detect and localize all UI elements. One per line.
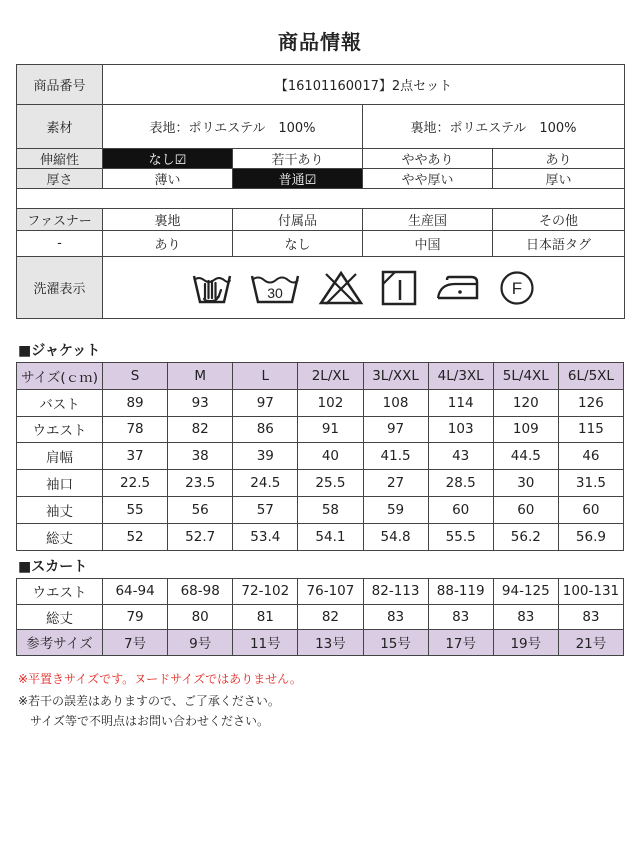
- wash-icons-cell: [103, 257, 625, 319]
- reference-size-cell: 19号: [493, 630, 558, 656]
- table-cell: 91: [298, 416, 363, 443]
- other-value: 日本語タグ: [493, 231, 625, 257]
- page-title: 商品情報: [278, 30, 362, 54]
- spacer-row: [17, 189, 625, 209]
- spacer-cell: [17, 189, 625, 209]
- table-cell: 60: [428, 496, 493, 523]
- other-header: その他: [493, 209, 625, 231]
- reference-size-cell: 17号: [428, 630, 493, 656]
- table-row: [17, 443, 624, 470]
- jacket-heading: ■ジャケット: [18, 343, 101, 359]
- skirt-rows: [17, 579, 624, 630]
- size-header: 6L/5XL: [558, 363, 623, 390]
- table-cell: 109: [493, 416, 558, 443]
- table-cell: 30: [493, 470, 558, 497]
- country-value: 中国: [363, 231, 493, 257]
- jacket-header-row: [17, 363, 624, 390]
- accessories-header: 付属品: [233, 209, 363, 231]
- table-cell: 52: [103, 523, 168, 550]
- table-row: [17, 579, 624, 605]
- table-cell: 56: [168, 496, 233, 523]
- table-cell: 114: [428, 389, 493, 416]
- table-cell: 28.5: [428, 470, 493, 497]
- table-cell: 54.1: [298, 523, 363, 550]
- hand-wash-icon: [192, 270, 232, 306]
- stretch-label: 伸縮性: [17, 149, 103, 169]
- table-cell: 59: [363, 496, 428, 523]
- table-row: [17, 523, 624, 550]
- lining-header: 裏地: [103, 209, 233, 231]
- product-number-row: [17, 65, 625, 105]
- table-cell: 76-107: [298, 579, 363, 605]
- material-outer: 表地：ポリエステル 100%: [103, 105, 363, 149]
- accessories-value: なし: [233, 231, 363, 257]
- table-cell: 103: [428, 416, 493, 443]
- iron-low-icon: [435, 272, 481, 304]
- table-cell: 38: [168, 443, 233, 470]
- row-label: 袖丈: [17, 496, 103, 523]
- table-cell: 43: [428, 443, 493, 470]
- table-cell: 115: [558, 416, 623, 443]
- table-cell: 41.5: [363, 443, 428, 470]
- stretch-option-yes: あり: [493, 149, 625, 169]
- table-cell: 79: [103, 604, 168, 630]
- table-cell: 100-131: [558, 579, 623, 605]
- material-label: 素材: [17, 105, 103, 149]
- fastener-value-row: [17, 231, 625, 257]
- table-row: [17, 416, 624, 443]
- table-cell: 82: [168, 416, 233, 443]
- table-cell: 80: [168, 604, 233, 630]
- note-tolerance: ※若干の誤差はありますので、ご了承ください。: [18, 694, 280, 708]
- row-label: 総丈: [17, 604, 103, 630]
- table-row: [17, 470, 624, 497]
- size-header: 3L/XXL: [363, 363, 428, 390]
- fastener-value: -: [17, 231, 103, 257]
- table-cell: 120: [493, 389, 558, 416]
- table-cell: 97: [363, 416, 428, 443]
- table-cell: 57: [233, 496, 298, 523]
- thickness-option-thick: 厚い: [493, 169, 625, 189]
- row-label: バスト: [17, 389, 103, 416]
- table-cell: 83: [558, 604, 623, 630]
- table-row: [17, 604, 624, 630]
- stretch-option-somewhat: ややあり: [363, 149, 493, 169]
- size-unit-label: サイズ(ｃｍ): [17, 363, 103, 390]
- note-contact: サイズ等で不明点はお問い合わせください。: [30, 714, 270, 728]
- row-label: 袖口: [17, 470, 103, 497]
- table-cell: 24.5: [233, 470, 298, 497]
- reference-size-cell: 9号: [168, 630, 233, 656]
- table-cell: 55.5: [428, 523, 493, 550]
- table-cell: 44.5: [493, 443, 558, 470]
- reference-size-row: [17, 630, 624, 656]
- wash-label: 洗濯表示: [17, 257, 103, 319]
- table-cell: 52.7: [168, 523, 233, 550]
- wash-row: [17, 257, 625, 319]
- table-cell: 108: [363, 389, 428, 416]
- table-cell: 56.9: [558, 523, 623, 550]
- table-cell: 82: [298, 604, 363, 630]
- reference-size-cell: 11号: [233, 630, 298, 656]
- product-info-table: [16, 64, 625, 319]
- material-lining: 裏地：ポリエステル 100%: [363, 105, 625, 149]
- skirt-heading: ■スカート: [18, 559, 88, 575]
- table-cell: 78: [103, 416, 168, 443]
- thickness-label: 厚さ: [17, 169, 103, 189]
- table-cell: 93: [168, 389, 233, 416]
- table-cell: 39: [233, 443, 298, 470]
- country-header: 生産国: [363, 209, 493, 231]
- thickness-option-normal: 普通☑: [233, 169, 363, 189]
- reference-size-cell: 21号: [558, 630, 623, 656]
- row-label: 総丈: [17, 523, 103, 550]
- stretch-option-none: なし☑: [103, 149, 233, 169]
- table-cell: 23.5: [168, 470, 233, 497]
- size-header: 2L/XL: [298, 363, 363, 390]
- wash-temp: 30: [266, 284, 283, 301]
- size-header: L: [233, 363, 298, 390]
- table-cell: 89: [103, 389, 168, 416]
- table-row: [17, 389, 624, 416]
- table-cell: 46: [558, 443, 623, 470]
- table-cell: 72-102: [233, 579, 298, 605]
- table-cell: 64-94: [103, 579, 168, 605]
- table-cell: 83: [493, 604, 558, 630]
- dry-clean-letter: F: [511, 278, 523, 298]
- table-cell: 60: [493, 496, 558, 523]
- table-cell: 37: [103, 443, 168, 470]
- table-cell: 54.8: [363, 523, 428, 550]
- table-cell: 94-125: [493, 579, 558, 605]
- fastener-header-row: [17, 209, 625, 231]
- row-label: 肩幅: [17, 443, 103, 470]
- thickness-option-somewhat-thick: やや厚い: [363, 169, 493, 189]
- reference-size-label: 参考サイズ: [17, 630, 103, 656]
- size-header: 5L/4XL: [493, 363, 558, 390]
- table-cell: 88-119: [428, 579, 493, 605]
- table-row: [17, 496, 624, 523]
- table-cell: 86: [233, 416, 298, 443]
- table-cell: 56.2: [493, 523, 558, 550]
- stretch-row: [17, 149, 625, 169]
- size-header: 4L/3XL: [428, 363, 493, 390]
- lining-value: あり: [103, 231, 233, 257]
- stretch-option-slight: 若干あり: [233, 149, 363, 169]
- table-cell: 83: [363, 604, 428, 630]
- no-bleach-icon: [318, 270, 364, 306]
- jacket-size-table: [16, 362, 624, 551]
- fastener-label: ファスナー: [17, 209, 103, 231]
- row-label: ウエスト: [17, 416, 103, 443]
- thickness-option-thin: 薄い: [103, 169, 233, 189]
- table-cell: 27: [363, 470, 428, 497]
- product-number-label: 商品番号: [17, 65, 103, 105]
- table-cell: 40: [298, 443, 363, 470]
- size-header: M: [168, 363, 233, 390]
- table-cell: 22.5: [103, 470, 168, 497]
- note-flat-measurement: ※平置きサイズです。ヌードサイズではありません。: [18, 672, 302, 686]
- size-header: S: [103, 363, 168, 390]
- wash-30-icon: [250, 270, 300, 306]
- dry-clean-f-icon: [499, 270, 535, 306]
- table-cell: 25.5: [298, 470, 363, 497]
- table-cell: 60: [558, 496, 623, 523]
- reference-size-cell: 15号: [363, 630, 428, 656]
- jacket-rows: [17, 389, 624, 550]
- table-cell: 83: [428, 604, 493, 630]
- line-dry-shade-icon: [381, 270, 417, 306]
- table-cell: 58: [298, 496, 363, 523]
- table-cell: 82-113: [363, 579, 428, 605]
- table-cell: 126: [558, 389, 623, 416]
- table-cell: 55: [103, 496, 168, 523]
- material-row: [17, 105, 625, 149]
- reference-size-cell: 13号: [298, 630, 363, 656]
- table-cell: 97: [233, 389, 298, 416]
- skirt-size-table: [16, 578, 624, 656]
- table-cell: 102: [298, 389, 363, 416]
- reference-size-cell: 7号: [103, 630, 168, 656]
- table-cell: 68-98: [168, 579, 233, 605]
- row-label: ウエスト: [17, 579, 103, 605]
- table-cell: 81: [233, 604, 298, 630]
- product-number-value: 【16101160017】2点セット: [103, 65, 625, 105]
- thickness-row: [17, 169, 625, 189]
- table-cell: 53.4: [233, 523, 298, 550]
- table-cell: 31.5: [558, 470, 623, 497]
